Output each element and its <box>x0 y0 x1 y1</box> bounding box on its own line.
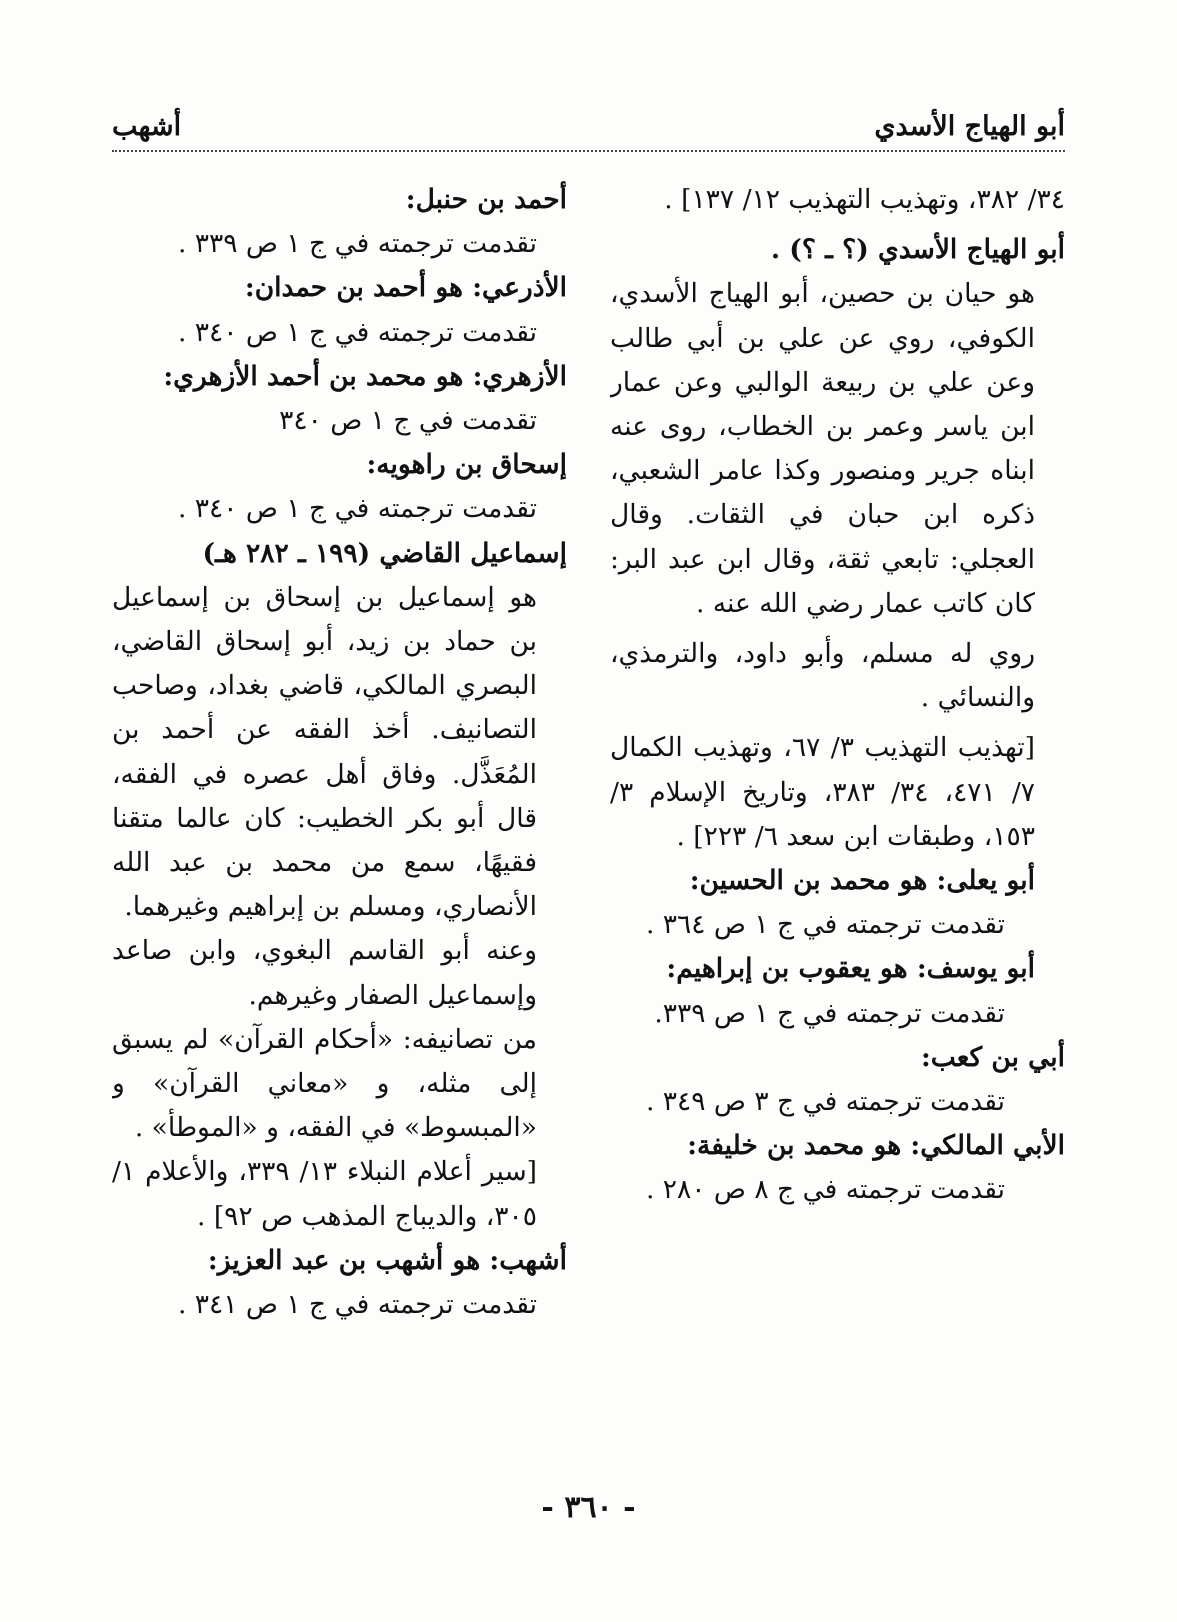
running-header <box>112 104 1065 152</box>
entry-body: هو حيان بن حصين، أبو الهياج الأسدي، الكوفي، روي عن علي بن أبي طالب وعن علي بن ربيعة الوالبي وعن عمار ابن ياسر وعمر بن الخطاب، روى عنه ابناه جرير ومنصور وكذا عامر الشعبي، ذكره ابن حبان في الثقات. وقال العجلي: تابعي ثقة، وقال ابن عبد البر: كان كاتب عمار رضي الله عنه . <box>610 278 1035 619</box>
entry-title: إسماعيل القاضي (١٩٩ ـ ٢٨٢ هـ) <box>202 537 567 569</box>
entry-body: هو إسماعيل بن إسحاق بن إسماعيل بن حماد بن زيد، أبو إسحاق القاضي، البصري المالكي، قاضي بغداد، وصاحب التصانيف. أخذ الفقه عن أحمد بن المُعَذَّل. وفاق أهل عصره في الفقه، قال أبو بكر الخطيب: كان عالما متقنا فقيهًا، سمع من محمد بن عبد الله الأنصاري، ومسلم بن إبراهيم وغيرهما. <box>112 581 537 923</box>
cross-reference: تقدمت ترجمته في ج ٨ ص ٢٨٠ . <box>645 1174 1005 1206</box>
entry-title: الأبي المالكي: هو محمد بن خليفة: <box>687 1130 1065 1162</box>
header-entry-title-left: أشهب <box>112 111 182 142</box>
cross-reference: تقدمت ترجمته في ج ١ ص ٣٤٠ . <box>177 493 537 525</box>
entry-title: أبي بن كعب: <box>920 1041 1065 1073</box>
entry-citation: [تهذيب التهذيب ٣/ ٦٧، وتهذيب الكمال ٧/ ٤٧١، ٣٤/ ٣٨٣، وتاريخ الإسلام ٣/ ١٥٣، وطبقات ابن سعد ٦/ ٢٢٣] . <box>610 732 1035 852</box>
cross-reference: تقدمت ترجمته في ج ١ ص ٣٤١ . <box>177 1289 537 1321</box>
cross-reference: تقدمت ترجمته في ج ١ ص ٣٤٠ . <box>177 316 537 348</box>
entry-title: أبو يعلى: هو محمد بن الحسين: <box>689 865 1035 897</box>
entry-title: أبو الهياج الأسدي (؟ ـ ؟) . <box>770 234 1065 266</box>
cross-reference: تقدمت ترجمته في ج ٣ ص ٣٤٩ . <box>645 1086 1005 1118</box>
entry-title: الأذرعي: هو أحمد بن حمدان: <box>244 272 567 304</box>
cross-reference: تقدمت ترجمته في ج ١ ص ٣٣٩ . <box>177 228 537 260</box>
entry-title: أحمد بن حنبل: <box>405 184 567 215</box>
left-column <box>112 178 567 1438</box>
entry-title: أشهب: هو أشهب بن عبد العزيز: <box>207 1244 567 1276</box>
entry-title: إسحاق بن راهويه: <box>366 449 567 481</box>
entry-body: وعنه أبو القاسم البغوي، وابن صاعد وإسماعيل الصفار وغيرهم. <box>112 935 537 1011</box>
entry-citation: [سير أعلام النبلاء ١٣/ ٣٣٩، والأعلام ١/ ٣٠٥، والديباج المذهب ص ٩٢] . <box>112 1156 538 1232</box>
entry-title: الأزهري: هو محمد بن أحمد الأزهري: <box>163 360 567 392</box>
cross-reference: تقدمت ترجمته في ج ١ ص ٣٣٩. <box>654 997 1005 1029</box>
citation-continuation: ٣٤/ ٣٨٢، وتهذيب التهذيب ١٢/ ١٣٧] . <box>664 184 1065 215</box>
entry-body: روي له مسلم، وأبو داود، والترمذي، والنسائي . <box>610 638 1035 714</box>
header-entry-title: أبو الهياج الأسدي <box>874 111 1065 142</box>
cross-reference: تقدمت ترجمته في ج ١ ص ٣٦٤ . <box>645 909 1005 941</box>
entry-title: أبو يوسف: هو يعقوب بن إبراهيم: <box>666 953 1035 985</box>
entry-body: من تصانيفه: «أحكام القرآن» لم يسبق إلى مثله، و «معاني القرآن» و «المبسوط» في الفقه، و «الموطأ» . <box>112 1023 537 1144</box>
cross-reference: تقدمت في ج ١ ص ٣٤٠ <box>279 405 537 437</box>
page-number: - ٣٦٠ - <box>541 1490 636 1525</box>
right-column <box>610 178 1065 1438</box>
